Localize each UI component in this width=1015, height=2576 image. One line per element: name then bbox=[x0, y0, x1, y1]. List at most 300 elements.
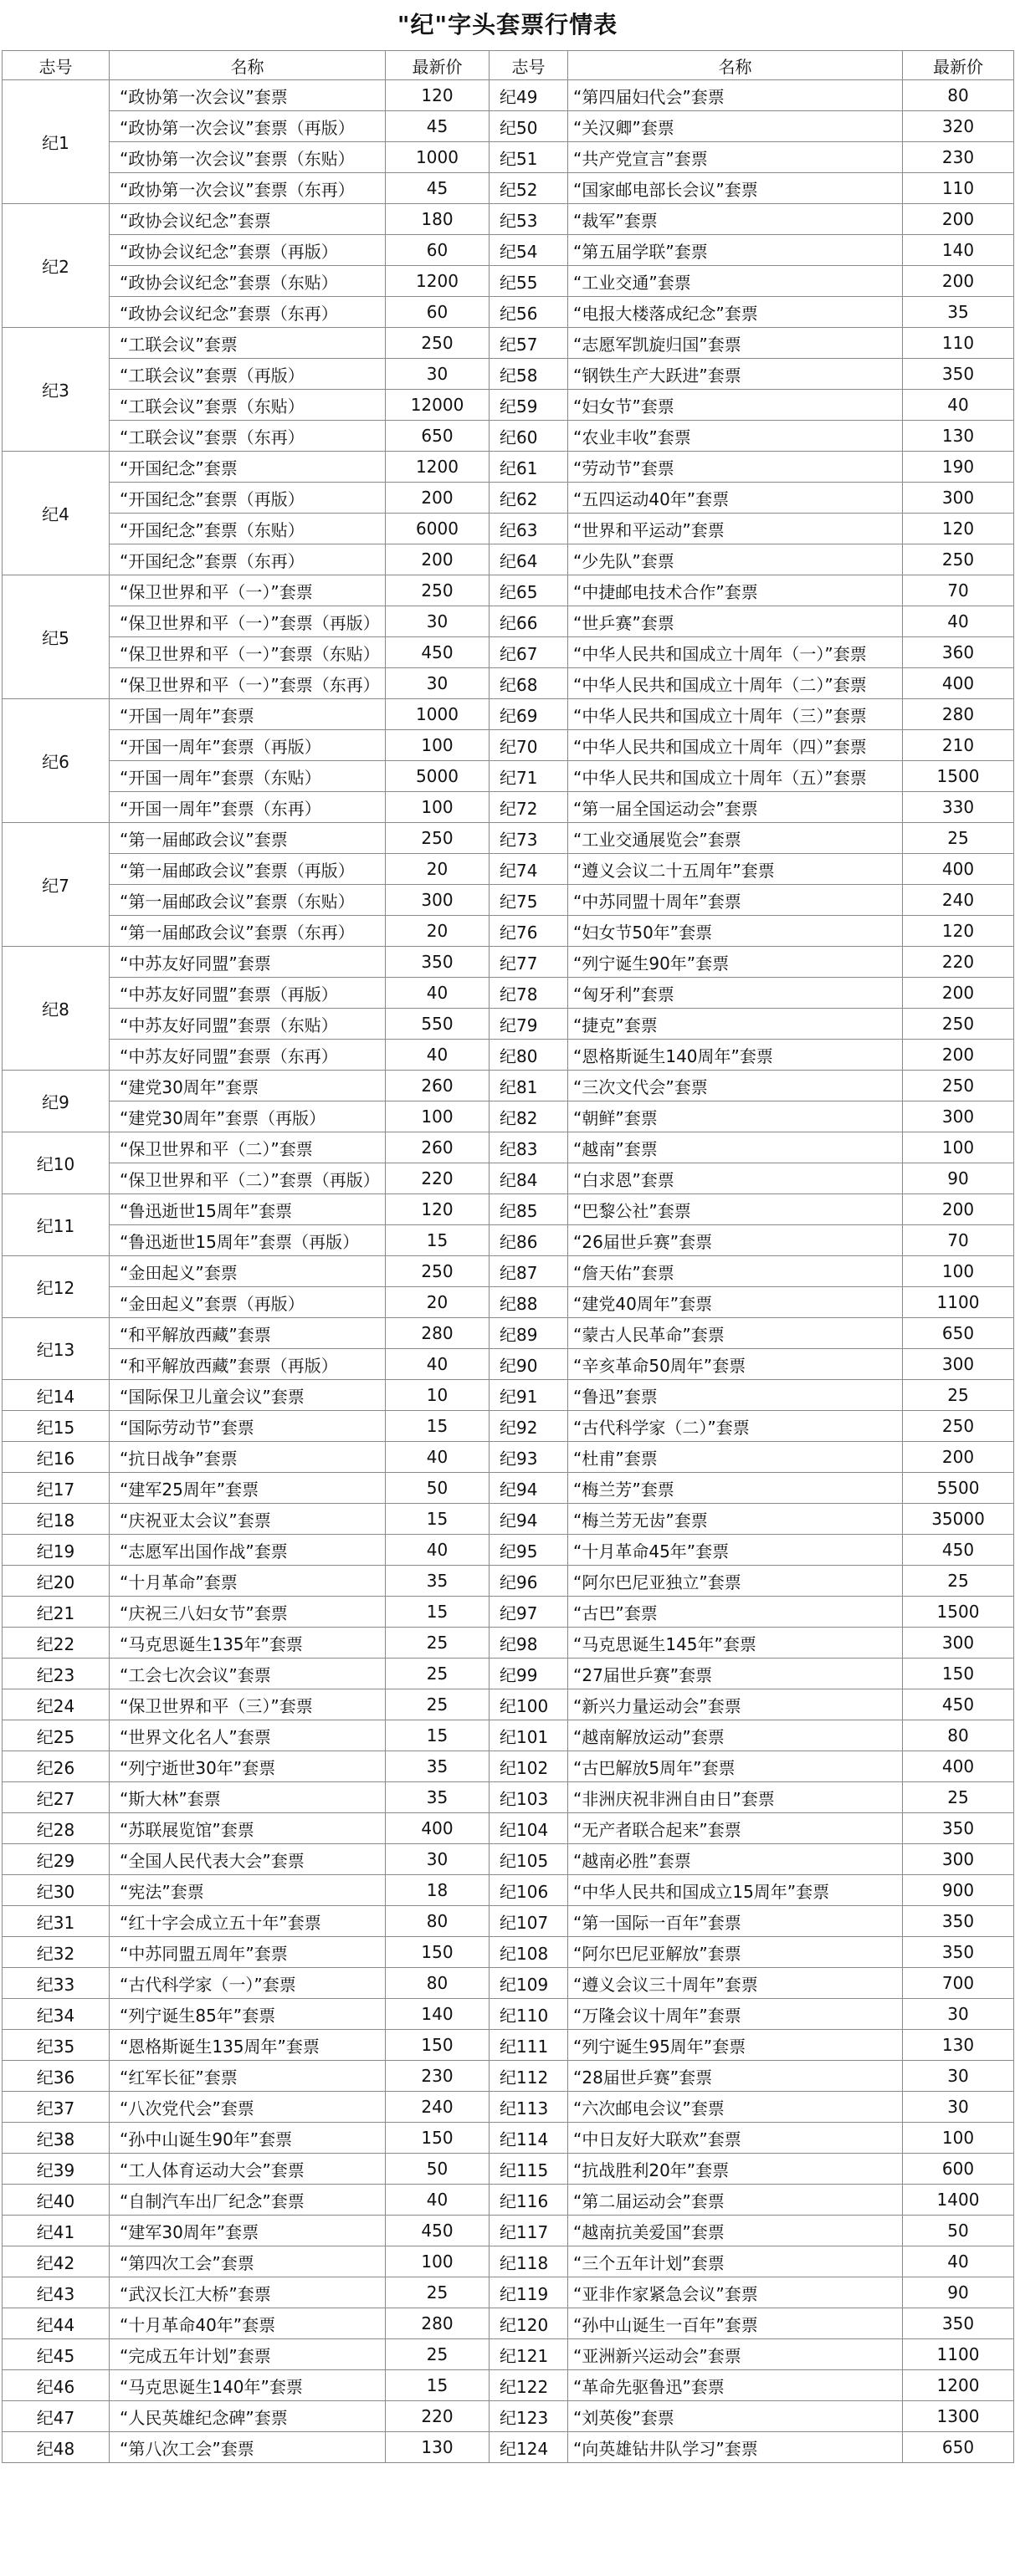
stamp-name-right: “中华人民共和国成立十周年（二）”套票 bbox=[568, 668, 903, 699]
stamp-price-left: 100 bbox=[386, 730, 490, 761]
stamp-name-right: “第四届妇代会”套票 bbox=[568, 80, 903, 111]
table-row bbox=[3, 1101, 1014, 1132]
series-code-right: 纪83 bbox=[490, 1132, 568, 1163]
stamp-price-right: 300 bbox=[903, 1844, 1014, 1875]
series-code-right: 纪109 bbox=[490, 1968, 568, 1999]
stamp-name-left: “保卫世界和平（二）”套票 bbox=[110, 1132, 386, 1163]
stamp-price-right: 1500 bbox=[903, 1597, 1014, 1628]
series-code-left: 纪11 bbox=[3, 1194, 110, 1256]
table-row bbox=[3, 2185, 1014, 2216]
stamp-price-left: 220 bbox=[386, 2401, 490, 2432]
series-code-right: 纪54 bbox=[490, 235, 568, 266]
series-code-left: 纪23 bbox=[3, 1659, 110, 1689]
stamp-name-left: “中苏友好同盟”套票（东再） bbox=[110, 1040, 386, 1071]
series-code-left: 纪20 bbox=[3, 1566, 110, 1597]
table-row bbox=[3, 2061, 1014, 2092]
stamp-price-right: 250 bbox=[903, 544, 1014, 575]
series-code-right: 纪68 bbox=[490, 668, 568, 699]
series-code-left: 纪13 bbox=[3, 1318, 110, 1380]
stamp-name-right: “裁军”套票 bbox=[568, 204, 903, 235]
series-code-left: 纪48 bbox=[3, 2432, 110, 2463]
series-code-right: 纪52 bbox=[490, 173, 568, 204]
stamp-name-left: “中苏同盟五周年”套票 bbox=[110, 1937, 386, 1968]
stamp-price-left: 15 bbox=[386, 2370, 490, 2401]
stamp-price-right: 100 bbox=[903, 1256, 1014, 1287]
series-code-right: 纪73 bbox=[490, 823, 568, 854]
series-code-left: 纪30 bbox=[3, 1875, 110, 1906]
stamp-price-right: 25 bbox=[903, 1380, 1014, 1411]
stamp-price-right: 100 bbox=[903, 1132, 1014, 1163]
stamp-price-right: 90 bbox=[903, 2277, 1014, 2308]
stamp-price-left: 100 bbox=[386, 792, 490, 823]
stamp-name-right: “工业交通”套票 bbox=[568, 266, 903, 297]
table-row bbox=[3, 2154, 1014, 2185]
stamp-price-left: 250 bbox=[386, 823, 490, 854]
stamp-name-left: “开国一周年”套票（东再） bbox=[110, 792, 386, 823]
stamp-price-right: 140 bbox=[903, 235, 1014, 266]
series-code-right: 纪97 bbox=[490, 1597, 568, 1628]
stamp-name-right: “列宁诞生90年”套票 bbox=[568, 947, 903, 978]
stamp-name-left: “政协会议纪念”套票（再版） bbox=[110, 235, 386, 266]
stamp-name-right: “朝鲜”套票 bbox=[568, 1101, 903, 1132]
stamp-price-left: 25 bbox=[386, 1659, 490, 1689]
stamp-price-right: 120 bbox=[903, 916, 1014, 947]
series-code-left: 纪41 bbox=[3, 2216, 110, 2246]
stamp-price-right: 350 bbox=[903, 1937, 1014, 1968]
price-table bbox=[2, 50, 1014, 2463]
stamp-name-left: “建党30周年”套票 bbox=[110, 1071, 386, 1101]
stamp-name-left: “鲁迅逝世15周年”套票 bbox=[110, 1194, 386, 1225]
series-code-right: 纪87 bbox=[490, 1256, 568, 1287]
table-row bbox=[3, 2432, 1014, 2463]
stamp-name-right: “恩格斯诞生140周年”套票 bbox=[568, 1040, 903, 1071]
stamp-price-right: 25 bbox=[903, 823, 1014, 854]
series-code-right: 纪124 bbox=[490, 2432, 568, 2463]
stamp-name-right: “亚非作家紧急会议”套票 bbox=[568, 2277, 903, 2308]
stamp-name-right: “六次邮电会议”套票 bbox=[568, 2092, 903, 2123]
stamp-price-left: 120 bbox=[386, 80, 490, 111]
table-row bbox=[3, 390, 1014, 421]
series-code-left: 纪28 bbox=[3, 1813, 110, 1844]
stamp-price-left: 45 bbox=[386, 173, 490, 204]
series-code-left: 纪29 bbox=[3, 1844, 110, 1875]
table-row bbox=[3, 173, 1014, 204]
series-code-right: 纪94 bbox=[490, 1473, 568, 1504]
stamp-price-right: 300 bbox=[903, 1101, 1014, 1132]
stamp-price-right: 900 bbox=[903, 1875, 1014, 1906]
stamp-price-left: 130 bbox=[386, 2432, 490, 2463]
table-row bbox=[3, 1287, 1014, 1318]
stamp-name-right: “妇女节50年”套票 bbox=[568, 916, 903, 947]
table-row bbox=[3, 2216, 1014, 2246]
stamp-price-left: 100 bbox=[386, 2246, 490, 2277]
table-row bbox=[3, 235, 1014, 266]
stamp-price-right: 360 bbox=[903, 637, 1014, 668]
stamp-price-left: 18 bbox=[386, 1875, 490, 1906]
stamp-name-left: “自制汽车出厂纪念”套票 bbox=[110, 2185, 386, 2216]
stamp-price-left: 200 bbox=[386, 544, 490, 575]
header-code-right: 志号 bbox=[490, 51, 568, 80]
series-code-left: 纪21 bbox=[3, 1597, 110, 1628]
table-row bbox=[3, 730, 1014, 761]
stamp-price-right: 40 bbox=[903, 390, 1014, 421]
stamp-price-right: 1500 bbox=[903, 761, 1014, 792]
series-code-right: 纪95 bbox=[490, 1535, 568, 1566]
stamp-price-left: 1000 bbox=[386, 699, 490, 730]
table-row bbox=[3, 854, 1014, 885]
stamp-name-right: “抗战胜利20年”套票 bbox=[568, 2154, 903, 2185]
stamp-price-left: 40 bbox=[386, 978, 490, 1009]
series-code-right: 纪120 bbox=[490, 2308, 568, 2339]
table-row bbox=[3, 266, 1014, 297]
stamp-price-left: 15 bbox=[386, 1225, 490, 1256]
stamp-price-right: 1300 bbox=[903, 2401, 1014, 2432]
stamp-price-right: 200 bbox=[903, 1040, 1014, 1071]
stamp-name-left: “和平解放西藏”套票（再版） bbox=[110, 1349, 386, 1380]
series-code-right: 纪59 bbox=[490, 390, 568, 421]
stamp-name-left: “金田起义”套票（再版） bbox=[110, 1287, 386, 1318]
stamp-price-left: 60 bbox=[386, 235, 490, 266]
stamp-price-left: 20 bbox=[386, 854, 490, 885]
series-code-left: 纪33 bbox=[3, 1968, 110, 1999]
stamp-name-left: “武汉长江大桥”套票 bbox=[110, 2277, 386, 2308]
stamp-price-right: 250 bbox=[903, 1071, 1014, 1101]
stamp-name-left: “第四次工会”套票 bbox=[110, 2246, 386, 2277]
stamp-price-right: 350 bbox=[903, 1906, 1014, 1937]
stamp-name-left: “国际劳动节”套票 bbox=[110, 1411, 386, 1442]
series-code-right: 纪113 bbox=[490, 2092, 568, 2123]
stamp-price-left: 250 bbox=[386, 575, 490, 606]
series-code-left: 纪6 bbox=[3, 699, 110, 823]
stamp-name-left: “开国一周年”套票 bbox=[110, 699, 386, 730]
table-row bbox=[3, 297, 1014, 328]
stamp-name-right: “越南解放运动”套票 bbox=[568, 1720, 903, 1751]
stamp-price-left: 35 bbox=[386, 1782, 490, 1813]
stamp-name-right: “劳动节”套票 bbox=[568, 452, 903, 483]
stamp-price-right: 110 bbox=[903, 328, 1014, 359]
header-price-right: 最新价 bbox=[903, 51, 1014, 80]
table-row bbox=[3, 978, 1014, 1009]
series-code-right: 纪56 bbox=[490, 297, 568, 328]
series-code-right: 纪74 bbox=[490, 854, 568, 885]
stamp-name-right: “第一国际一百年”套票 bbox=[568, 1906, 903, 1937]
stamp-name-right: “非洲庆祝非洲自由日”套票 bbox=[568, 1782, 903, 1813]
stamp-name-right: “少先队”套票 bbox=[568, 544, 903, 575]
stamp-price-right: 1400 bbox=[903, 2185, 1014, 2216]
table-row bbox=[3, 1782, 1014, 1813]
stamp-name-right: “共产党宣言”套票 bbox=[568, 142, 903, 173]
stamp-price-right: 300 bbox=[903, 1628, 1014, 1659]
table-row bbox=[3, 916, 1014, 947]
table-row bbox=[3, 1380, 1014, 1411]
stamp-name-left: “第八次工会”套票 bbox=[110, 2432, 386, 2463]
stamp-price-left: 40 bbox=[386, 1442, 490, 1473]
table-row bbox=[3, 1566, 1014, 1597]
series-code-left: 纪27 bbox=[3, 1782, 110, 1813]
table-row bbox=[3, 2277, 1014, 2308]
stamp-name-left: “保卫世界和平（一）”套票 bbox=[110, 575, 386, 606]
series-code-left: 纪47 bbox=[3, 2401, 110, 2432]
stamp-name-right: “梅兰芳无齿”套票 bbox=[568, 1504, 903, 1535]
stamp-price-left: 100 bbox=[386, 1101, 490, 1132]
table-row bbox=[3, 483, 1014, 514]
table-row bbox=[3, 1968, 1014, 1999]
stamp-price-left: 25 bbox=[386, 2339, 490, 2370]
stamp-name-right: “十月革命45年”套票 bbox=[568, 1535, 903, 1566]
stamp-name-left: “和平解放西藏”套票 bbox=[110, 1318, 386, 1349]
table-row bbox=[3, 80, 1014, 111]
stamp-price-left: 80 bbox=[386, 1968, 490, 1999]
table-row bbox=[3, 2123, 1014, 2154]
table-row bbox=[3, 1535, 1014, 1566]
table-row bbox=[3, 823, 1014, 854]
table-row bbox=[3, 1720, 1014, 1751]
stamp-price-left: 6000 bbox=[386, 514, 490, 544]
stamp-price-right: 30 bbox=[903, 2061, 1014, 2092]
stamp-name-right: “志愿军凯旋归国”套票 bbox=[568, 328, 903, 359]
stamp-price-left: 150 bbox=[386, 2123, 490, 2154]
stamp-price-right: 450 bbox=[903, 1535, 1014, 1566]
series-code-left: 纪34 bbox=[3, 1999, 110, 2030]
series-code-left: 纪8 bbox=[3, 947, 110, 1071]
stamp-name-left: “第一届邮政会议”套票（东再） bbox=[110, 916, 386, 947]
series-code-right: 纪101 bbox=[490, 1720, 568, 1751]
stamp-price-left: 30 bbox=[386, 359, 490, 390]
stamp-price-right: 300 bbox=[903, 483, 1014, 514]
stamp-name-left: “人民英雄纪念碑”套票 bbox=[110, 2401, 386, 2432]
stamp-name-left: “孙中山诞生90年”套票 bbox=[110, 2123, 386, 2154]
stamp-price-left: 550 bbox=[386, 1009, 490, 1040]
stamp-price-left: 230 bbox=[386, 2061, 490, 2092]
stamp-price-left: 150 bbox=[386, 2030, 490, 2061]
series-code-left: 纪17 bbox=[3, 1473, 110, 1504]
table-row bbox=[3, 1659, 1014, 1689]
stamp-price-left: 250 bbox=[386, 1256, 490, 1287]
stamp-price-left: 25 bbox=[386, 1689, 490, 1720]
stamp-name-right: “中华人民共和国成立十周年（一）”套票 bbox=[568, 637, 903, 668]
stamp-name-left: “开国纪念”套票（再版） bbox=[110, 483, 386, 514]
stamp-name-right: “辛亥革命50周年”套票 bbox=[568, 1349, 903, 1380]
table-row bbox=[3, 761, 1014, 792]
table-row bbox=[3, 1442, 1014, 1473]
series-code-left: 纪37 bbox=[3, 2092, 110, 2123]
stamp-price-left: 30 bbox=[386, 606, 490, 637]
series-code-left: 纪2 bbox=[3, 204, 110, 328]
stamp-name-right: “27届世乒赛”套票 bbox=[568, 1659, 903, 1689]
stamp-name-right: “詹天佑”套票 bbox=[568, 1256, 903, 1287]
stamp-price-right: 50 bbox=[903, 2216, 1014, 2246]
stamp-price-left: 45 bbox=[386, 111, 490, 142]
series-code-right: 纪84 bbox=[490, 1163, 568, 1194]
stamp-price-left: 400 bbox=[386, 1813, 490, 1844]
table-row bbox=[3, 1751, 1014, 1782]
series-code-left: 纪39 bbox=[3, 2154, 110, 2185]
table-row bbox=[3, 1689, 1014, 1720]
stamp-price-right: 70 bbox=[903, 575, 1014, 606]
stamp-price-left: 40 bbox=[386, 2185, 490, 2216]
series-code-right: 纪51 bbox=[490, 142, 568, 173]
series-code-left: 纪46 bbox=[3, 2370, 110, 2401]
stamp-name-right: “世界和平运动”套票 bbox=[568, 514, 903, 544]
stamp-name-left: “金田起义”套票 bbox=[110, 1256, 386, 1287]
table-row bbox=[3, 637, 1014, 668]
stamp-name-left: “工联会议”套票（东贴） bbox=[110, 390, 386, 421]
series-code-right: 纪100 bbox=[490, 1689, 568, 1720]
stamp-name-right: “第二届运动会”套票 bbox=[568, 2185, 903, 2216]
series-code-right: 纪121 bbox=[490, 2339, 568, 2370]
stamp-name-right: “国家邮电部长会议”套票 bbox=[568, 173, 903, 204]
stamp-name-right: “遵义会议三十周年”套票 bbox=[568, 1968, 903, 1999]
series-code-right: 纪57 bbox=[490, 328, 568, 359]
stamp-name-right: “中日友好大联欢”套票 bbox=[568, 2123, 903, 2154]
stamp-name-right: “中苏同盟十周年”套票 bbox=[568, 885, 903, 916]
table-row bbox=[3, 204, 1014, 235]
stamp-name-left: “鲁迅逝世15周年”套票（再版） bbox=[110, 1225, 386, 1256]
stamp-price-left: 240 bbox=[386, 2092, 490, 2123]
stamp-price-right: 330 bbox=[903, 792, 1014, 823]
series-code-right: 纪80 bbox=[490, 1040, 568, 1071]
series-code-right: 纪81 bbox=[490, 1071, 568, 1101]
stamp-name-left: “工会七次会议”套票 bbox=[110, 1659, 386, 1689]
stamp-name-left: “庆祝三八妇女节”套票 bbox=[110, 1597, 386, 1628]
table-row bbox=[3, 668, 1014, 699]
series-code-right: 纪91 bbox=[490, 1380, 568, 1411]
stamp-name-left: “工联会议”套票（东再） bbox=[110, 421, 386, 452]
stamp-price-right: 80 bbox=[903, 80, 1014, 111]
table-row bbox=[3, 1597, 1014, 1628]
stamp-name-right: “钢铁生产大跃进”套票 bbox=[568, 359, 903, 390]
series-code-right: 纪98 bbox=[490, 1628, 568, 1659]
stamp-price-right: 320 bbox=[903, 111, 1014, 142]
stamp-name-right: “越南抗美爱国”套票 bbox=[568, 2216, 903, 2246]
series-code-right: 纪79 bbox=[490, 1009, 568, 1040]
stamp-name-right: “列宁诞生95周年”套票 bbox=[568, 2030, 903, 2061]
stamp-price-right: 700 bbox=[903, 1968, 1014, 1999]
stamp-name-right: “第五届学联”套票 bbox=[568, 235, 903, 266]
stamp-price-left: 20 bbox=[386, 916, 490, 947]
header-code-left: 志号 bbox=[3, 51, 110, 80]
stamp-price-right: 70 bbox=[903, 1225, 1014, 1256]
series-code-right: 纪53 bbox=[490, 204, 568, 235]
series-code-right: 纪102 bbox=[490, 1751, 568, 1782]
stamp-price-right: 190 bbox=[903, 452, 1014, 483]
stamp-price-left: 10 bbox=[386, 1380, 490, 1411]
stamp-name-right: “中华人民共和国成立十周年（五）”套票 bbox=[568, 761, 903, 792]
stamp-name-left: “保卫世界和平（三）”套票 bbox=[110, 1689, 386, 1720]
stamp-price-right: 100 bbox=[903, 2123, 1014, 2154]
stamp-name-right: “新兴力量运动会”套票 bbox=[568, 1689, 903, 1720]
table-row bbox=[3, 792, 1014, 823]
stamp-price-left: 260 bbox=[386, 1132, 490, 1163]
series-code-right: 纪99 bbox=[490, 1659, 568, 1689]
series-code-right: 纪64 bbox=[490, 544, 568, 575]
stamp-price-left: 1000 bbox=[386, 142, 490, 173]
stamp-price-right: 40 bbox=[903, 606, 1014, 637]
stamp-name-right: “万隆会议十周年”套票 bbox=[568, 1999, 903, 2030]
series-code-right: 纪112 bbox=[490, 2061, 568, 2092]
table-row bbox=[3, 452, 1014, 483]
stamp-price-left: 120 bbox=[386, 1194, 490, 1225]
series-code-right: 纪107 bbox=[490, 1906, 568, 1937]
stamp-name-right: “古代科学家（二）”套票 bbox=[568, 1411, 903, 1442]
series-code-left: 纪3 bbox=[3, 328, 110, 452]
stamp-name-left: “工联会议”套票（再版） bbox=[110, 359, 386, 390]
stamp-name-left: “全国人民代表大会”套票 bbox=[110, 1844, 386, 1875]
table-row bbox=[3, 1813, 1014, 1844]
header-name-left: 名称 bbox=[110, 51, 386, 80]
stamp-price-right: 1200 bbox=[903, 2370, 1014, 2401]
stamp-name-right: “孙中山诞生一百年”套票 bbox=[568, 2308, 903, 2339]
stamp-name-left: “斯大林”套票 bbox=[110, 1782, 386, 1813]
table-row bbox=[3, 1194, 1014, 1225]
stamp-name-right: “无产者联合起来”套票 bbox=[568, 1813, 903, 1844]
stamp-name-left: “八次党代会”套票 bbox=[110, 2092, 386, 2123]
stamp-price-left: 15 bbox=[386, 1597, 490, 1628]
stamp-name-left: “古代科学家（一）”套票 bbox=[110, 1968, 386, 1999]
stamp-name-right: “26届世乒赛”套票 bbox=[568, 1225, 903, 1256]
stamp-name-left: “恩格斯诞生135周年”套票 bbox=[110, 2030, 386, 2061]
stamp-price-left: 280 bbox=[386, 1318, 490, 1349]
stamp-price-right: 240 bbox=[903, 885, 1014, 916]
series-code-left: 纪26 bbox=[3, 1751, 110, 1782]
stamp-name-right: “遵义会议二十五周年”套票 bbox=[568, 854, 903, 885]
series-code-right: 纪55 bbox=[490, 266, 568, 297]
series-code-right: 纪82 bbox=[490, 1101, 568, 1132]
stamp-name-right: “刘英俊”套票 bbox=[568, 2401, 903, 2432]
stamp-price-left: 450 bbox=[386, 637, 490, 668]
series-code-right: 纪116 bbox=[490, 2185, 568, 2216]
stamp-price-right: 150 bbox=[903, 1659, 1014, 1689]
stamp-price-left: 25 bbox=[386, 1628, 490, 1659]
table-row bbox=[3, 2308, 1014, 2339]
stamp-price-left: 15 bbox=[386, 1411, 490, 1442]
table-row bbox=[3, 1628, 1014, 1659]
stamp-price-right: 200 bbox=[903, 1194, 1014, 1225]
stamp-price-right: 350 bbox=[903, 1813, 1014, 1844]
stamp-price-left: 1200 bbox=[386, 266, 490, 297]
series-code-right: 纪93 bbox=[490, 1442, 568, 1473]
stamp-name-right: “阿尔巴尼亚解放”套票 bbox=[568, 1937, 903, 1968]
table-row bbox=[3, 1163, 1014, 1194]
stamp-name-right: “向英雄钻井队学习”套票 bbox=[568, 2432, 903, 2463]
stamp-name-left: “开国纪念”套票 bbox=[110, 452, 386, 483]
series-code-right: 纪119 bbox=[490, 2277, 568, 2308]
series-code-right: 纪67 bbox=[490, 637, 568, 668]
stamp-price-left: 40 bbox=[386, 1349, 490, 1380]
series-code-left: 纪35 bbox=[3, 2030, 110, 2061]
series-code-right: 纪90 bbox=[490, 1349, 568, 1380]
table-row bbox=[3, 699, 1014, 730]
series-code-left: 纪12 bbox=[3, 1256, 110, 1318]
series-code-left: 纪40 bbox=[3, 2185, 110, 2216]
stamp-name-left: “抗日战争”套票 bbox=[110, 1442, 386, 1473]
series-code-right: 纪58 bbox=[490, 359, 568, 390]
series-code-left: 纪25 bbox=[3, 1720, 110, 1751]
series-code-left: 纪43 bbox=[3, 2277, 110, 2308]
series-code-right: 纪92 bbox=[490, 1411, 568, 1442]
stamp-price-left: 250 bbox=[386, 328, 490, 359]
stamp-name-right: “匈牙利”套票 bbox=[568, 978, 903, 1009]
stamp-price-left: 35 bbox=[386, 1566, 490, 1597]
table-row bbox=[3, 1411, 1014, 1442]
stamp-price-left: 350 bbox=[386, 947, 490, 978]
stamp-name-right: “越南必胜”套票 bbox=[568, 1844, 903, 1875]
stamp-name-left: “开国一周年”套票（东贴） bbox=[110, 761, 386, 792]
series-code-right: 纪85 bbox=[490, 1194, 568, 1225]
stamp-price-left: 650 bbox=[386, 421, 490, 452]
stamp-price-right: 600 bbox=[903, 2154, 1014, 2185]
stamp-name-right: “五四运动40年”套票 bbox=[568, 483, 903, 514]
